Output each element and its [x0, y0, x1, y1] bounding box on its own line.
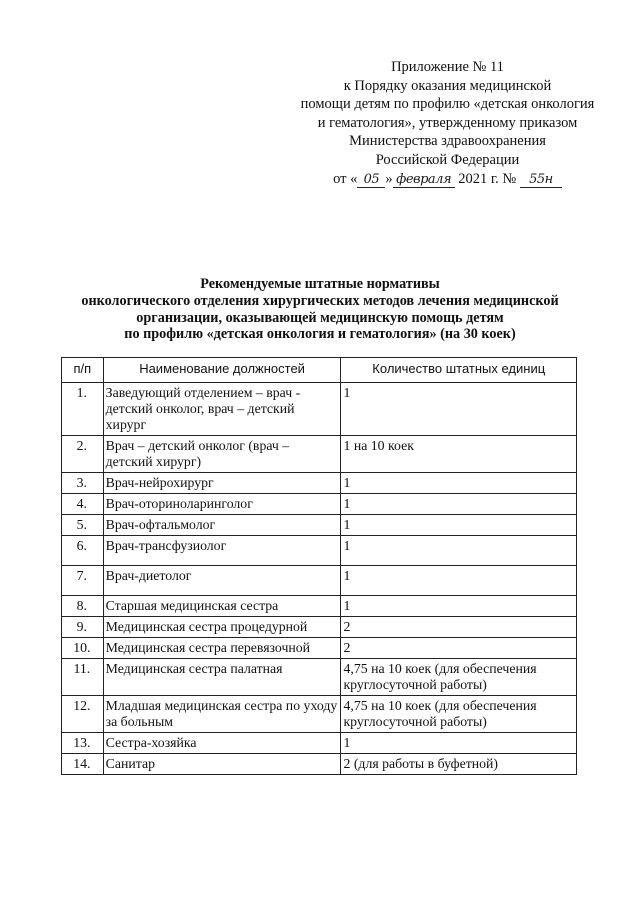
row-position: Медицинская сестра перевязочной	[103, 638, 341, 659]
row-position: Врач – детский онколог (врач – детский хирург)	[103, 436, 341, 473]
row-position: Медицинская сестра процедурной	[103, 617, 341, 638]
appendix-line: к Порядку оказания медицинской	[343, 77, 552, 94]
row-quantity: 2	[341, 638, 577, 659]
table-row	[62, 536, 577, 566]
date-prefix: от «	[333, 170, 358, 187]
document-title	[60, 276, 580, 343]
appendix-line: помощи детям по профилю «детская онкология	[300, 96, 595, 113]
header-quantity: Количество штатных единиц	[341, 358, 577, 383]
table-row	[62, 696, 577, 733]
row-number: 4.	[62, 494, 104, 515]
row-number: 3.	[62, 473, 104, 494]
row-quantity: 2	[341, 617, 577, 638]
row-quantity: 4,75 на 10 коек (для обеспечения круглосуточной работы)	[341, 696, 577, 733]
row-position: Младшая медицинская сестра по уходу за больным	[103, 696, 341, 733]
row-position: Санитар	[103, 754, 341, 775]
date-mid: »	[385, 170, 393, 187]
row-quantity: 1	[341, 733, 577, 754]
row-position: Врач-трансфузиолог	[103, 536, 341, 566]
header-num: п/п	[62, 358, 104, 383]
row-position: Врач-оториноларинголог	[103, 494, 341, 515]
row-number: 12.	[62, 696, 104, 733]
row-quantity: 1	[341, 596, 577, 617]
row-position: Медицинская сестра палатная	[103, 659, 341, 696]
title-line: по профилю «детская онкология и гематология» (на 30 коек)	[124, 326, 516, 343]
row-position: Врач-нейрохирург	[103, 473, 341, 494]
row-quantity: 4,75 на 10 коек (для обеспечения круглосуточной работы)	[341, 659, 577, 696]
header-position: Наименование должностей	[103, 358, 341, 383]
table-row	[62, 617, 577, 638]
row-number: 10.	[62, 638, 104, 659]
row-quantity: 1	[341, 515, 577, 536]
row-quantity: 1 на 10 коек	[341, 436, 577, 473]
row-number: 9.	[62, 617, 104, 638]
table-row	[62, 638, 577, 659]
row-number: 14.	[62, 754, 104, 775]
row-number: 13.	[62, 733, 104, 754]
row-number: 11.	[62, 659, 104, 696]
table-header-row	[62, 358, 577, 383]
appendix-line: и гематология», утвержденному приказом	[317, 114, 578, 131]
row-position: Заведующий отделением – врач - детский онколог, врач – детский хирург	[103, 383, 341, 436]
date-year: 2021 г. №	[454, 170, 520, 187]
table-row	[62, 494, 577, 515]
table-row	[62, 383, 577, 436]
appendix-header	[285, 58, 610, 188]
staffing-table	[61, 357, 577, 775]
row-quantity: 1	[341, 383, 577, 436]
table-row	[62, 596, 577, 617]
title-line: Рекомендуемые штатные нормативы	[200, 276, 440, 292]
row-quantity: 2 (для работы в буфетной)	[341, 754, 577, 775]
row-quantity: 1	[341, 536, 577, 566]
row-number: 1.	[62, 383, 104, 436]
table-row	[62, 566, 577, 596]
title-line: онкологического отделения хирургических методов лечения медицинской	[81, 292, 559, 309]
order-date-line	[285, 170, 610, 189]
row-number: 2.	[62, 436, 104, 473]
row-quantity: 1	[341, 473, 577, 494]
row-number: 5.	[62, 515, 104, 536]
row-position: Врач-диетолог	[103, 566, 341, 596]
appendix-line: Российской Федерации	[375, 151, 520, 168]
row-quantity: 1	[341, 494, 577, 515]
handwritten-month: февраля	[393, 173, 455, 188]
title-line: организации, оказывающей медицинскую помощь детям	[136, 309, 504, 326]
table-row	[62, 754, 577, 775]
handwritten-day: 05	[357, 173, 385, 188]
table-row	[62, 659, 577, 696]
appendix-line: Министерства здравоохранения	[349, 133, 546, 150]
table-row	[62, 733, 577, 754]
row-position: Врач-офтальмолог	[103, 515, 341, 536]
row-quantity: 1	[341, 566, 577, 596]
table-row	[62, 515, 577, 536]
handwritten-order-number: 55н	[520, 173, 562, 188]
row-position: Старшая медицинская сестра	[103, 596, 341, 617]
table-row	[62, 436, 577, 473]
row-position: Сестра-хозяйка	[103, 733, 341, 754]
row-number: 6.	[62, 536, 104, 566]
row-number: 7.	[62, 566, 104, 596]
table-row	[62, 473, 577, 494]
row-number: 8.	[62, 596, 104, 617]
appendix-line: Приложение № 11	[391, 59, 504, 75]
